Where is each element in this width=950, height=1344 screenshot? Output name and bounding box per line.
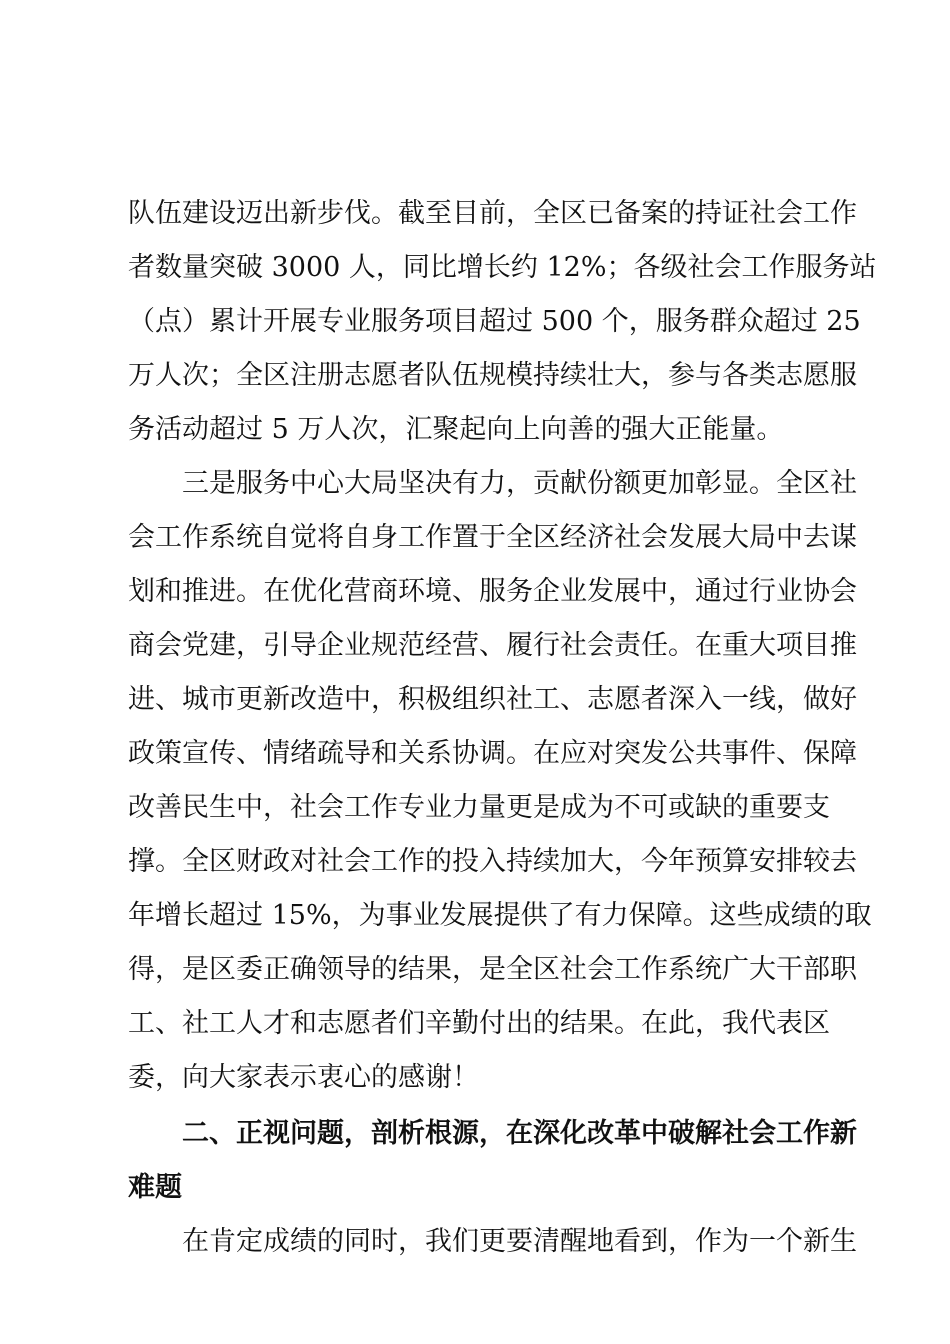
text-line: 撑。全区财政对社会工作的投入持续加大，今年预算安排较去: [128, 846, 857, 877]
text-line: 委，向大家表示衷心的感谢！: [128, 1062, 479, 1093]
text-line: 进、城市更新改造中，积极组织社工、志愿者深入一线，做好: [128, 684, 857, 715]
text-line: 在肯定成绩的同时，我们更要清醒地看到，作为一个新生: [182, 1226, 857, 1257]
text-line: 万人次；全区注册志愿者队伍规模持续壮大，参与各类志愿服: [128, 360, 857, 391]
text-line: 者数量突破 3000 人，同比增长约 12%；各级社会工作服务站: [128, 252, 877, 283]
text-line: 商会党建，引导企业规范经营、履行社会责任。在重大项目推: [128, 630, 857, 661]
text-line: 队伍建设迈出新步伐。截至目前，全区已备案的持证社会工作: [128, 198, 857, 229]
text-line: 政策宣传、情绪疏导和关系协调。在应对突发公共事件、保障: [128, 738, 857, 769]
text-line: 务活动超过 5 万人次，汇聚起向上向善的强大正能量。: [128, 414, 784, 445]
text-line: 三是服务中心大局坚决有力，贡献份额更加彰显。全区社: [182, 468, 857, 499]
text-line: 工、社工人才和志愿者们辛勤付出的结果。在此，我代表区: [128, 1008, 830, 1039]
text-line: 会工作系统自觉将自身工作置于全区经济社会发展大局中去谋: [128, 522, 857, 553]
text-line: （点）累计开展专业服务项目超过 500 个，服务群众超过 25: [128, 306, 861, 337]
document-page: [128, 187, 877, 1269]
section-heading: [128, 1107, 857, 1215]
text-line: 得，是区委正确领导的结果，是全区社会工作系统广大干部职: [128, 954, 857, 985]
text-line: 年增长超过 15%，为事业发展提供了有力保障。这些成绩的取: [128, 900, 872, 931]
heading-line: 难题: [128, 1172, 182, 1203]
paragraph-problems: [128, 1215, 857, 1269]
text-line: 改善民生中，社会工作专业力量更是成为不可或缺的重要支: [128, 792, 830, 823]
paragraph-team-building: [128, 187, 877, 457]
text-line: 划和推进。在优化营商环境、服务企业发展中，通过行业协会: [128, 576, 857, 607]
paragraph-serve-center: [128, 457, 872, 1105]
heading-line: 二、正视问题，剖析根源，在深化改革中破解社会工作新: [182, 1118, 857, 1149]
